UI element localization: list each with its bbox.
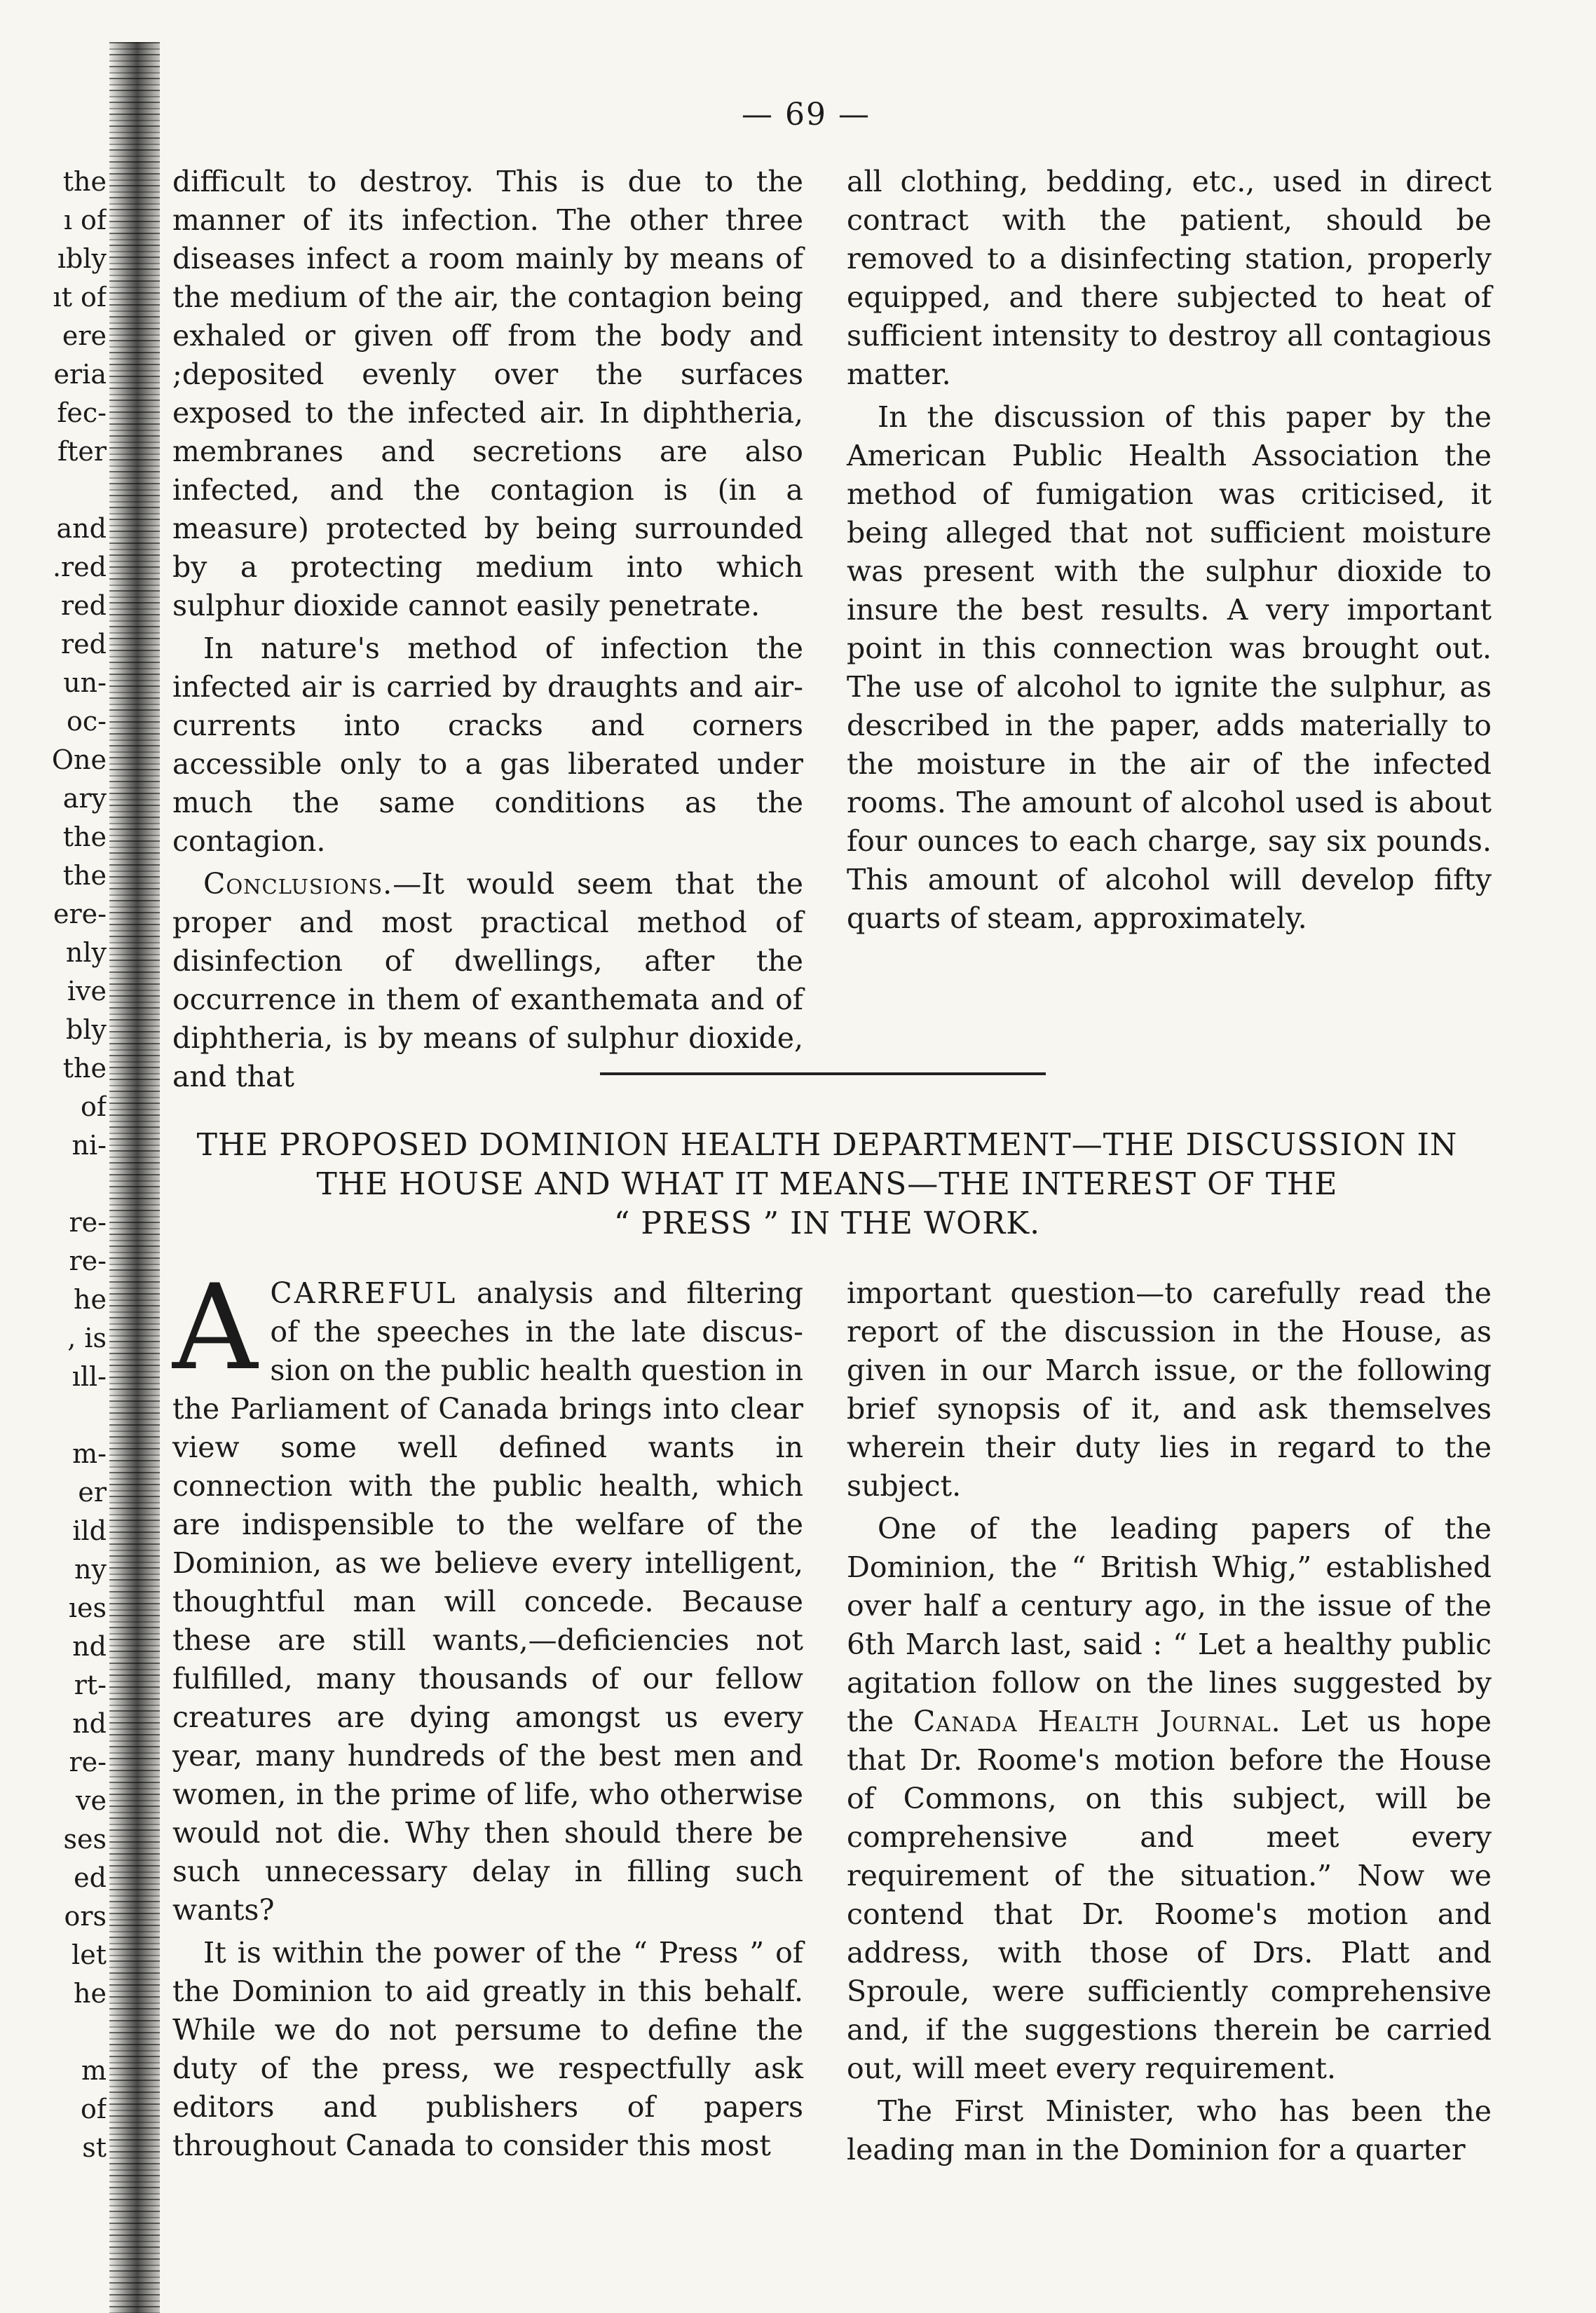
previous-page-fragment: fter bbox=[57, 436, 107, 467]
previous-page-fragment: eria bbox=[53, 359, 107, 390]
previous-page-fragment: st bbox=[82, 2132, 107, 2163]
previous-page-fragment: re- bbox=[69, 1207, 107, 1238]
article-continued-column-left bbox=[172, 163, 803, 1096]
previous-page-fragment: he bbox=[74, 1284, 107, 1315]
article-column-right bbox=[847, 1274, 1492, 2169]
previous-page-fragment: ild bbox=[72, 1515, 107, 1546]
previous-page-fragment: he bbox=[74, 1978, 107, 2009]
previous-page-fragment: nd bbox=[72, 1631, 107, 1662]
previous-page-fragment bbox=[20, 1396, 107, 1435]
page-number: — 69 — bbox=[742, 97, 871, 132]
previous-page-fragment: the bbox=[62, 860, 107, 891]
previous-page-fragment: One bbox=[51, 744, 107, 775]
paragraph-text: One of the leading papers of the Dominion, the “ British Whig,” established over half a century ago, in the issue of the 6th March last, said : “ Let a healthy public agitation follow on the lines suggested by the bbox=[847, 1512, 1492, 1738]
previous-page-fragment: ary bbox=[62, 783, 107, 814]
previous-page-fragment: of bbox=[81, 1091, 107, 1122]
article-headline bbox=[168, 1126, 1486, 1243]
previous-page-fragment: ıll- bbox=[71, 1361, 107, 1392]
previous-page-fragment: er bbox=[78, 1477, 107, 1508]
previous-page-fragment: ny bbox=[74, 1554, 107, 1585]
previous-page-fragment: the bbox=[62, 166, 107, 197]
previous-page-fragment: ıt of bbox=[53, 282, 107, 313]
previous-page-fragment: un- bbox=[63, 667, 107, 698]
previous-page-fragment: nd bbox=[72, 1708, 107, 1739]
paragraph-text: —It would seem that the proper and most practical method of disinfection of dwellings, after the occurrence in them of exanthemata and of diphtheria, is by means of sulphur dioxide, and that bbox=[172, 867, 803, 1093]
drop-cap: A bbox=[172, 1259, 258, 1396]
paragraph: important question—to carefully read the report of the discussion in the House, as given in our March issue, or the following brief synopsis of it, and ask themselves wherein their duty lies in regard to the subject. bbox=[847, 1276, 1492, 1503]
previous-page-fragment: ere bbox=[62, 320, 107, 351]
paragraph: In the discussion of this paper by the American Public Health Association the method of fumigation was criticised, it being alleged that not sufficient moisture was present with the sulphur dioxide to insure the best results. A very important point in this connection was brought out. The use of alcohol to ignite the sulphur, as described in the paper, adds materially to the moisture in the air of the infected rooms. The amount of alcohol used is about four ounces to each charge, say six pounds. This amount of alcohol will develop fifty quarts of steam, approximately. bbox=[847, 400, 1492, 935]
page-binding-shadow bbox=[109, 42, 160, 2313]
previous-page-fragment: ıbly bbox=[57, 243, 107, 274]
previous-page-fragment: and bbox=[56, 513, 107, 544]
previous-page-fragment: ı of bbox=[63, 205, 107, 236]
previous-page-fragment: red bbox=[61, 590, 107, 621]
headline-line: THE PROPOSED DOMINION HEALTH DEPARTMENT—THE DISCUSSION IN bbox=[196, 1127, 1458, 1163]
lead-word: CARREFUL bbox=[270, 1276, 458, 1310]
previous-page-fragment: oc- bbox=[67, 706, 107, 737]
journal-name: Canada Health Journal. bbox=[913, 1705, 1281, 1738]
headline-line: “ PRESS ” IN THE WORK. bbox=[613, 1206, 1041, 1241]
previous-page-bleed-column bbox=[20, 163, 107, 2167]
paragraph: In nature's method of infection the infected air is carried by draughts and air-currents into cracks and corners accessible only to a gas liberated under much the same conditions as the contagion. bbox=[172, 632, 803, 858]
previous-page-fragment: re- bbox=[69, 1246, 107, 1276]
previous-page-fragment: bly bbox=[66, 1014, 107, 1045]
previous-page-fragment: ses bbox=[63, 1824, 107, 1855]
previous-page-fragment: ed bbox=[74, 1862, 107, 1893]
previous-page-fragment bbox=[20, 471, 107, 510]
paragraph: It is within the power of the “ Press ” of the Dominion to aid greatly in this behalf. While we do not persume to define the duty of the press, we respectfully ask editors and publishers of papers throughout Canada to consider this most bbox=[172, 1936, 803, 2162]
previous-page-fragment: re- bbox=[69, 1747, 107, 1778]
section-divider-rule bbox=[600, 1072, 1046, 1075]
previous-page-fragment bbox=[20, 1165, 107, 1203]
previous-page-fragment: .red bbox=[52, 552, 107, 582]
paragraph bbox=[847, 1510, 1492, 2088]
previous-page-fragment: of bbox=[81, 2094, 107, 2124]
article-column-left bbox=[172, 1259, 803, 2165]
paragraph: The First Minister, who has been the leading man in the Dominion for a quarter bbox=[847, 2094, 1492, 2167]
previous-page-fragment: ıes bbox=[68, 1592, 107, 1623]
previous-page-fragment: ors bbox=[64, 1901, 107, 1932]
article-continued-column-right bbox=[847, 163, 1492, 938]
previous-page-fragment: nly bbox=[65, 937, 107, 968]
paragraph: all clothing, bedding, etc., used in direct contract with the patient, should be removed to a disinfecting station, properly equipped, and there subjected to heat of sufficient intensity to destroy all contagious matter. bbox=[847, 165, 1492, 391]
previous-page-fragment: ni- bbox=[71, 1130, 107, 1161]
headline-line: THE HOUSE AND WHAT IT MEANS—THE INTEREST OF THE bbox=[316, 1166, 1338, 1202]
previous-page-fragment: the bbox=[62, 1053, 107, 1084]
opening-paragraph bbox=[172, 1259, 803, 1930]
section-label: Conclusions. bbox=[203, 867, 393, 901]
previous-page-fragment: the bbox=[62, 821, 107, 852]
previous-page-fragment: red bbox=[61, 629, 107, 660]
previous-page-fragment: m- bbox=[72, 1438, 107, 1469]
previous-page-fragment: ve bbox=[76, 1785, 107, 1816]
paragraph-text: analysis and filtering of the speeches in the late discussion on the public health question in the Parliament of Canada brings into clear view some well defined wants in connection with the public health, which are indispensible to the welfare of the Dominion, as we believe every intelligent, thoughtful man will concede. Because these are still wants,—deficiencies not fulfilled, many thousands of our fellow creatures are dying amongst us every year, many hundreds of the best men and women, in the prime of life, who otherwise would not die. Why then should there be such unnecessary delay in filling such wants? bbox=[172, 1276, 803, 1927]
previous-page-fragment: , is bbox=[67, 1323, 107, 1353]
previous-page-fragment: let bbox=[71, 1939, 107, 1970]
previous-page-fragment: fec- bbox=[57, 397, 107, 428]
previous-page-fragment: m bbox=[81, 2055, 107, 2086]
previous-page-fragment: rt- bbox=[74, 1670, 107, 1700]
previous-page-fragment: ive bbox=[67, 976, 107, 1007]
paragraph: difficult to destroy. This is due to the manner of its infection. The other three diseases infect a room mainly by means of the medium of the air, the contagion being exhaled or given off from the body and ;deposited evenly over the surfaces exposed to the infected air. In diphtheria, membranes and secretions are also infected, and the contagion is (in a measure) protected by being surrounded by a protecting medium into which sulphur dioxide cannot easily penetrate. bbox=[172, 165, 803, 622]
paragraph-text: Let us hope that Dr. Roome's motion before the House of Commons, on this subject, will be comprehensive and meet every requirement of the situation.” Now we contend that Dr. Roome's motion and address, with those of Drs. Platt and Sproule, were sufficiently comprehensive and, if the suggestions therein be carried out, will meet every requirement. bbox=[847, 1705, 1492, 2085]
previous-page-fragment: ere- bbox=[53, 899, 107, 929]
previous-page-fragment bbox=[20, 2013, 107, 2052]
paragraph bbox=[172, 865, 803, 1096]
